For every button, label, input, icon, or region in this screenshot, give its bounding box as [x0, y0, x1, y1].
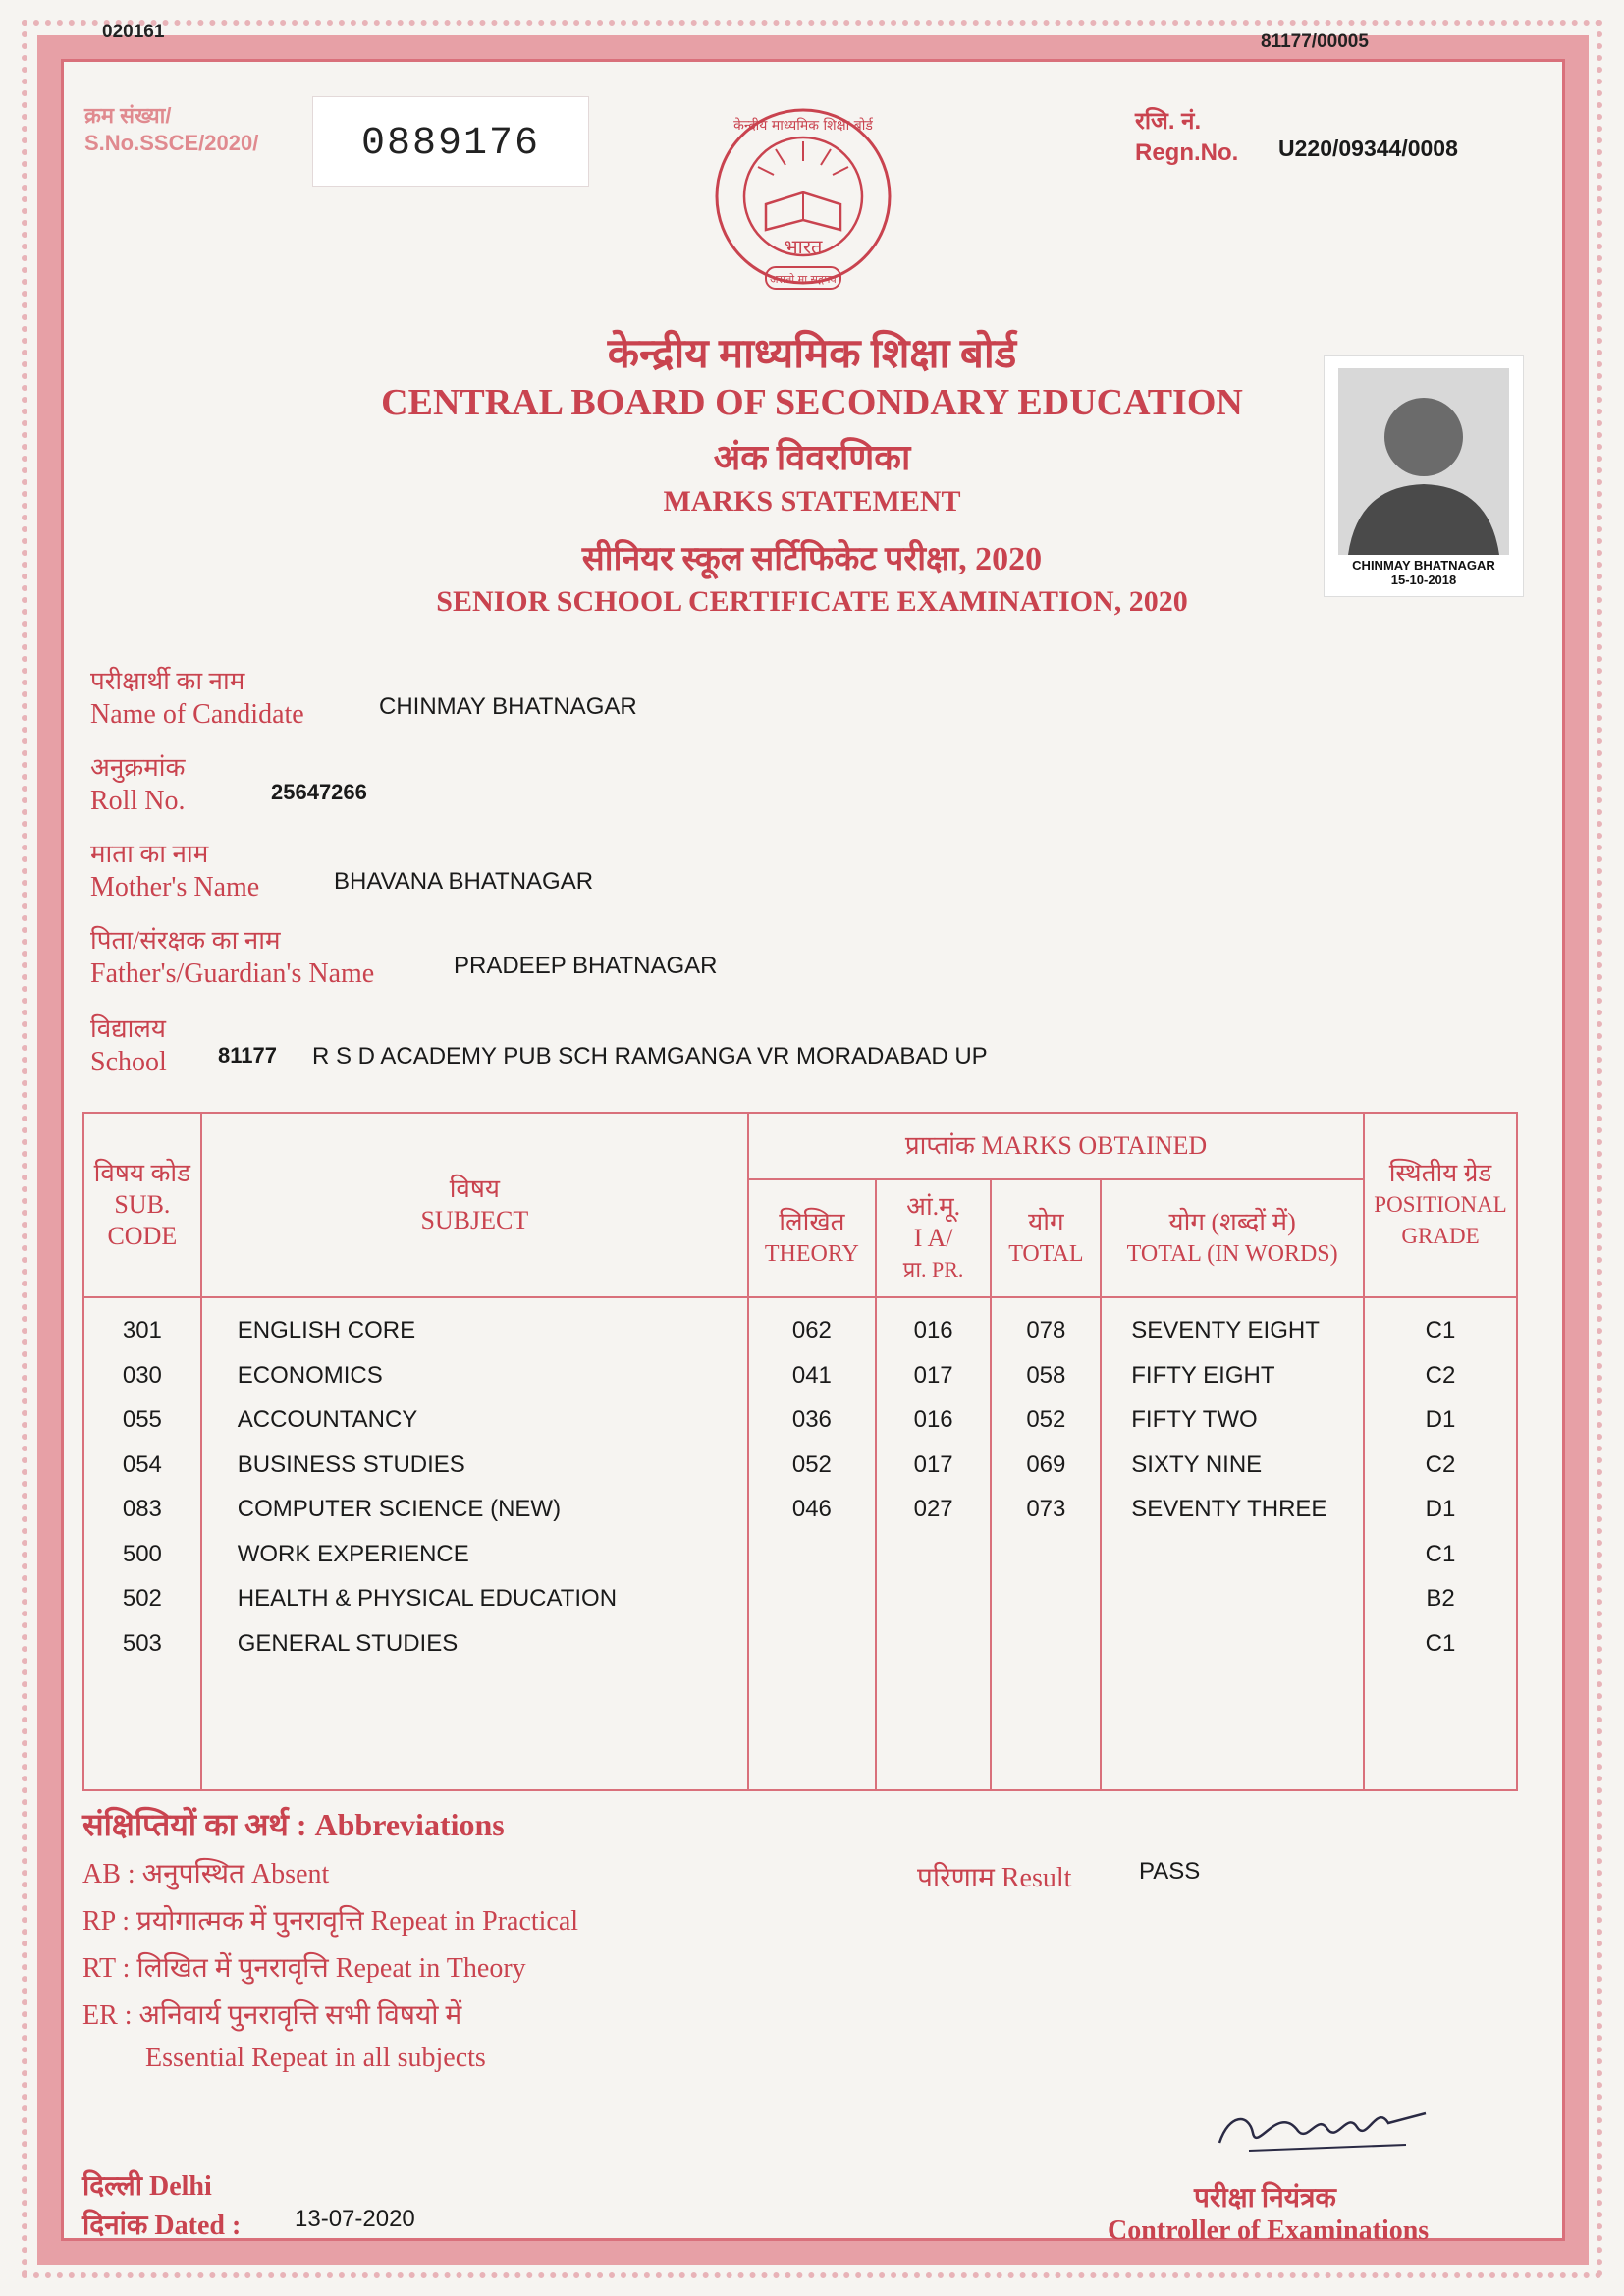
photo-image [1338, 368, 1509, 555]
header-grade-en1: POSITIONAL [1374, 1192, 1507, 1217]
controller-hi: परीक्षा नियंत्रक [1194, 2183, 1336, 2214]
header-marks-hi: प्राप्तांक [904, 1131, 975, 1160]
header-marks-en: MARKS OBTAINED [981, 1131, 1208, 1160]
photo-caption [1325, 558, 1523, 587]
row-grade: C2 [1425, 1450, 1456, 1478]
exam-title-en: SENIOR SCHOOL CERTIFICATE EXAMINATION, 2020 [436, 585, 1188, 618]
row-grade: D1 [1425, 1406, 1456, 1433]
name-label-hi: परीक्षार्थी का नाम [90, 667, 245, 695]
row-subject: COMPUTER SCIENCE (NEW) [237, 1496, 562, 1522]
dated-label [82, 2206, 241, 2243]
signature-icon [1210, 2084, 1435, 2172]
dated-label-hi: दिनांक [82, 2211, 148, 2241]
mother-label-hi: माता का नाम [90, 840, 209, 868]
serial-number: 0889176 [361, 122, 541, 166]
seal-text-bottom: असतो मा सद्गमय [770, 273, 837, 286]
seal-text-top: केन्द्रीय माध्यमिक शिक्षा बोर्ड [733, 118, 873, 134]
row-code: 502 [122, 1585, 162, 1612]
row-subject: HEALTH & PHYSICAL EDUCATION [237, 1585, 618, 1612]
exam-title-hi: सीनियर स्कूल सर्टिफिकेट परीक्षा, 2020 [581, 541, 1043, 577]
seal-text-mid: भारत [784, 235, 823, 258]
serial-label-hi: क्रम संख्या/ [84, 103, 172, 128]
row-theory: 052 [791, 1450, 832, 1478]
header-theory [748, 1179, 876, 1297]
row-grade: C1 [1425, 1540, 1456, 1567]
row-grade: B2 [1426, 1585, 1455, 1612]
regn-number: U220/09344/0008 [1278, 136, 1458, 161]
header-ia-en: I A/ [913, 1224, 953, 1252]
header-grade-hi: स्थितीय ग्रेड [1388, 1159, 1492, 1187]
board-name-en: CENTRAL BOARD OF SECONDARY EDUCATION [381, 382, 1243, 423]
subject-column [201, 1297, 748, 1790]
regn-label-en: Regn.No. [1135, 139, 1239, 166]
abbr-item: RP : प्रयोगात्मक में पुनरावृत्ति Repeat in Practical [82, 1906, 579, 1937]
header-subject [201, 1113, 748, 1297]
dated-label-en: Dated : [154, 2211, 242, 2241]
header-total-hi: योग [1028, 1208, 1064, 1236]
row-theory: 046 [791, 1496, 832, 1522]
theory-column [748, 1297, 876, 1790]
school-name: R S D ACADEMY PUB SCH RAMGANGA VR MORADABAD UP [312, 1043, 988, 1069]
header-code-en2: CODE [107, 1222, 178, 1250]
row-subject: ACCOUNTANCY [237, 1406, 418, 1433]
school-code: 81177 [218, 1043, 277, 1067]
result-label [917, 1858, 1071, 1895]
abbr-item: Essential Repeat in all subjects [145, 2043, 486, 2073]
row-ia: 016 [913, 1317, 953, 1343]
row-words: FIFTY EIGHT [1131, 1361, 1275, 1389]
doc-title-hi: अंक विवरणिका [713, 438, 911, 477]
row-total: 078 [1026, 1317, 1066, 1343]
serial-label-en: S.No.SSCE/2020/ [84, 131, 259, 155]
regn-label [1135, 106, 1238, 169]
photo-caption-date: 15-10-2018 [1390, 573, 1457, 587]
row-code: 500 [122, 1540, 162, 1567]
header-words-en: TOTAL (IN WORDS) [1126, 1241, 1338, 1267]
row-words: SIXTY NINE [1131, 1450, 1263, 1478]
header-subject-en: SUBJECT [420, 1206, 529, 1234]
father-label-hi: पिता/संरक्षक का नाम [90, 926, 281, 955]
row-theory: 036 [791, 1406, 832, 1433]
top-left-code: 020161 [102, 22, 165, 42]
row-theory: 041 [791, 1361, 832, 1389]
place-hi: दिल्ली [82, 2171, 142, 2202]
row-grade: C2 [1425, 1361, 1456, 1389]
person-icon [1338, 368, 1509, 555]
row-subject: BUSINESS STUDIES [237, 1450, 465, 1478]
words-column [1101, 1297, 1364, 1790]
regn-label-hi: रजि. नं. [1135, 108, 1202, 135]
row-subject: ENGLISH CORE [237, 1317, 416, 1343]
header-total [991, 1179, 1101, 1297]
board-seal-icon [705, 102, 901, 308]
mother-label-en: Mother's Name [90, 872, 260, 902]
row-grade: D1 [1425, 1496, 1456, 1522]
row-theory: 062 [791, 1317, 832, 1343]
abbreviations-title-hi: संक्षिप्तियों का अर्थ : [82, 1807, 307, 1842]
name-label-en: Name of Candidate [90, 699, 304, 730]
row-ia: 017 [913, 1450, 953, 1478]
abbr-item: ER : अनिवार्य पुनरावृत्ति सभी विषयो में [82, 2000, 462, 2031]
row-ia: 016 [913, 1406, 953, 1433]
row-total: 058 [1026, 1361, 1066, 1389]
result-label-hi: परिणाम [917, 1863, 995, 1893]
header-total-en: TOTAL [1008, 1241, 1084, 1267]
row-grade: C1 [1425, 1629, 1456, 1657]
code-column [83, 1297, 201, 1790]
school-label-en: School [90, 1047, 167, 1077]
row-ia: 027 [913, 1496, 953, 1522]
row-grade: C1 [1425, 1317, 1456, 1343]
controller-en: Controller of Examinations [1108, 2215, 1430, 2246]
header-subject-hi: विषय [449, 1175, 500, 1203]
row-subject: GENERAL STUDIES [237, 1629, 459, 1657]
photo-caption-name: CHINMAY BHATNAGAR [1352, 558, 1495, 573]
top-right-code: 81177/00005 [1261, 31, 1369, 52]
row-words: FIFTY TWO [1131, 1406, 1258, 1433]
board-name-hi: केन्द्रीय माध्यमिक शिक्षा बोर्ड [607, 332, 1017, 377]
row-total: 073 [1026, 1496, 1066, 1522]
header-ia-hi: आं.मू. [906, 1192, 961, 1221]
row-code: 301 [122, 1317, 162, 1343]
header-marks-obtained [748, 1113, 1364, 1179]
roll-number: 25647266 [271, 780, 367, 804]
candidate-name: CHINMAY BHATNAGAR [379, 693, 637, 720]
row-total: 052 [1026, 1406, 1066, 1433]
row-words: SEVENTY THREE [1131, 1496, 1327, 1522]
ia-column [876, 1297, 992, 1790]
roll-label-hi: अनुक्रमांक [90, 753, 186, 782]
header-total-words [1101, 1179, 1364, 1297]
row-ia: 017 [913, 1361, 953, 1389]
school-label-hi: विद्यालय [90, 1014, 167, 1043]
total-column [991, 1297, 1101, 1790]
abbreviations-title [82, 1803, 505, 1845]
candidate-photo [1324, 355, 1524, 597]
place [82, 2166, 212, 2204]
header-ia-pr: प्रा. PR. [902, 1257, 964, 1282]
abbr-item: RT : लिखित में पुनरावृत्ति Repeat in Theory [82, 1953, 526, 1984]
row-code: 503 [122, 1629, 162, 1657]
place-en: Delhi [148, 2171, 212, 2202]
mother-name: BHAVANA BHATNAGAR [334, 868, 594, 895]
abbr-item: AB : अनुपस्थित Absent [82, 1859, 330, 1889]
header-words-hi: योग (शब्दों में) [1168, 1208, 1296, 1236]
header-theory-en: THEORY [764, 1241, 859, 1267]
row-total: 069 [1026, 1450, 1066, 1478]
header-ia [876, 1179, 992, 1297]
father-name: PRADEEP BHATNAGAR [454, 953, 718, 979]
row-subject: WORK EXPERIENCE [237, 1540, 469, 1567]
row-code: 054 [122, 1450, 162, 1478]
row-code: 055 [122, 1406, 162, 1433]
row-subject: ECONOMICS [237, 1361, 383, 1389]
header-grade [1364, 1113, 1517, 1297]
header-grade-en2: GRADE [1401, 1224, 1480, 1248]
result-label-en: Result [1001, 1863, 1072, 1893]
abbreviations-title-en: Abbreviations [314, 1807, 505, 1842]
header-sub-code [83, 1113, 201, 1297]
row-words: SEVENTY EIGHT [1131, 1317, 1320, 1343]
roll-label-en: Roll No. [90, 786, 186, 816]
result-value: PASS [1139, 1858, 1201, 1885]
header-code-en1: SUB. [114, 1190, 171, 1219]
header-theory-hi: लिखित [779, 1208, 845, 1236]
marks-table [82, 1112, 1518, 1791]
father-label-en: Father's/Guardian's Name [90, 958, 375, 989]
grade-column [1364, 1297, 1517, 1790]
issue-date: 13-07-2020 [295, 2206, 415, 2232]
doc-title-en: MARKS STATEMENT [663, 485, 961, 518]
row-code: 030 [122, 1361, 162, 1389]
serial-label [84, 102, 258, 157]
header-code-hi: विषय कोड [93, 1159, 191, 1187]
row-code: 083 [122, 1496, 162, 1522]
